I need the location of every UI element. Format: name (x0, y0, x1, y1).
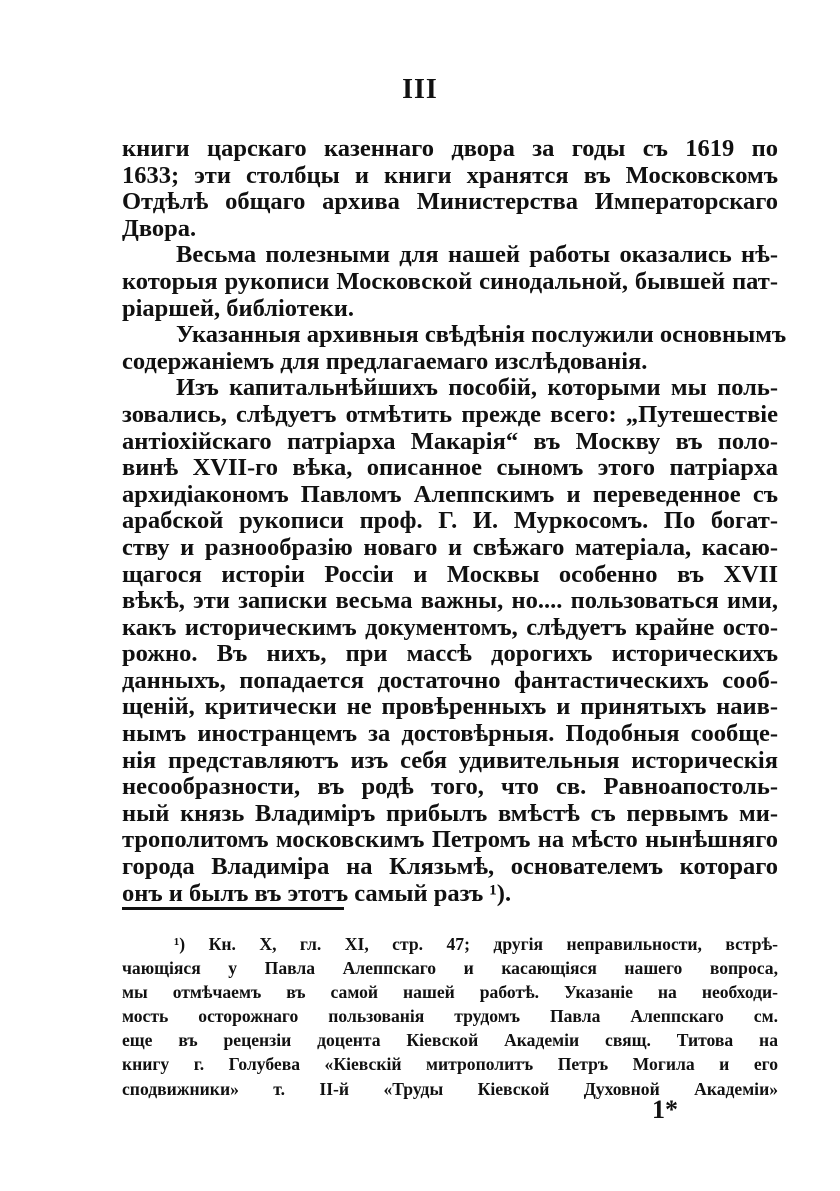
text-line: нія представляютъ изъ себя удивительныя историческія (122, 746, 778, 774)
text-line: зовались, слѣдуетъ отмѣтить прежде всего: „Путешествіе (122, 400, 778, 428)
text-line: рожно. Въ нихъ, при массѣ дорогихъ историческихъ (122, 640, 778, 668)
text-line: трополитомъ московскимъ Петромъ на мѣсто нынѣшняго (122, 826, 778, 854)
text-line: ный князь Владиміръ прибылъ вмѣстѣ съ первымъ ми- (122, 799, 778, 827)
text-line: онъ и былъ въ этотъ самый разъ ¹). (122, 879, 512, 907)
text-line: Двора. (122, 214, 197, 242)
text-line: какъ историческимъ документомъ, слѣдуетъ крайне осто- (122, 613, 778, 641)
main-text (122, 135, 787, 907)
text-line: арабской рукописи проф. Г. И. Муркосомъ. По богат- (122, 507, 778, 535)
text-line: щагося исторіи Россіи и Москвы особенно въ XVII (122, 560, 778, 588)
text-line: 1633; эти столбцы и книги хранятся въ Московскомъ (122, 161, 778, 189)
text-line: Изъ капитальнѣйшихъ пособій, которыми мы поль- (176, 374, 778, 402)
text-line: города Владиміра на Клязьмѣ, основателемъ котораго (122, 853, 778, 881)
text-line: которыя рукописи Московской синодальной, бывшей пат- (122, 267, 778, 295)
page-number: III (402, 74, 438, 105)
text-line: архидіакономъ Павломъ Алеппскимъ и переведенное съ (122, 480, 778, 508)
text-line: Указанныя архивныя свѣдѣнія послужили основнымъ (176, 321, 787, 349)
text-line: несообразности, въ родѣ того, что св. Равноапостоль- (122, 773, 778, 801)
footnote-line: еще въ рецензіи доцента Кіевской Академіи свящ. Титова на (122, 1030, 778, 1051)
text-line: антіохійскаго патріарха Макарія“ въ Москву въ поло- (122, 427, 778, 455)
footnote-line: сподвижники» т. II-й «Труды Кіевской Духовной Академіи» (122, 1078, 778, 1099)
footnote-line: мы отмѣчаемъ въ самой нашей работѣ. Указаніе на необходи- (122, 982, 778, 1003)
text-line: данныхъ, попадается достаточно фантастическихъ сооб- (122, 666, 778, 694)
footnote-line: книгу г. Голубева «Кіевскій митрополитъ Петръ Могила и его (122, 1054, 778, 1075)
footnote-divider (122, 907, 344, 910)
text-line: щеній, критически не провѣренныхъ и принятыхъ наив- (122, 693, 778, 721)
text-line: Отдѣлѣ общаго архива Министерства Императорскаго (122, 188, 778, 216)
text-line: ріаршей, библіотеки. (122, 294, 354, 322)
text-line: книги царскаго казеннаго двора за годы съ 1619 по (122, 135, 778, 162)
text-line: винѣ XVII-го вѣка, описанное сыномъ этого патріарха (122, 454, 778, 482)
text-line: Весьма полезными для нашей работы оказались нѣ- (176, 241, 778, 269)
text-line: ству и разнообразію новаго и свѣжаго матеріала, касаю- (122, 533, 778, 561)
text-line: вѣкѣ, эти записки весьма важны, но.... пользоваться ими, (122, 587, 778, 615)
footnote (122, 932, 778, 1101)
footnote-line: чающіяся у Павла Алеппскаго и касающіяся нашего вопроса, (122, 958, 778, 979)
footnote-line: мость осторожнаго пользованія трудомъ Павла Алеппскаго см. (122, 1006, 778, 1027)
text-line: содержаніемъ для предлагаемаго изслѣдованія. (122, 347, 648, 375)
footnote-line: ¹) Кн. X, гл. XI, стр. 47; другія неправильности, встрѣ- (174, 934, 778, 954)
text-line: нымъ иностранцемъ за достовѣрныя. Подобныя сообще- (122, 720, 778, 748)
signature-mark: 1* (652, 1095, 678, 1124)
